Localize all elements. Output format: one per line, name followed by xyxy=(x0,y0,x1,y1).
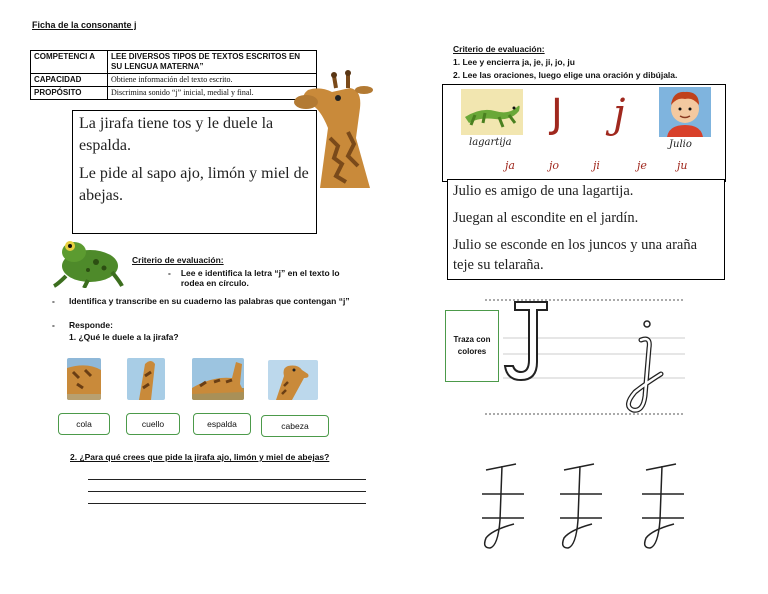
uppercase-j: J xyxy=(551,91,563,137)
bullet-respond-text: Responde: xyxy=(69,320,113,330)
syllable-jo[interactable]: jo xyxy=(549,159,560,172)
answer-line[interactable] xyxy=(88,491,366,492)
syllable-ji[interactable]: ji xyxy=(593,159,600,172)
info-key: CAPACIDAD xyxy=(31,74,108,87)
syllable-ja[interactable]: ja xyxy=(505,159,515,172)
bullet-dash: - xyxy=(52,320,55,330)
info-key: PROPÓSITO xyxy=(31,87,108,100)
bullet-respond xyxy=(52,320,113,330)
answer-option-espalda[interactable]: espalda xyxy=(193,413,251,435)
bullet-dash: - xyxy=(168,268,171,278)
answer-line[interactable] xyxy=(88,503,366,504)
trace-instruction xyxy=(445,310,499,382)
giraffe-head-photo xyxy=(268,360,318,400)
bullet-identify-text: Identifica y transcribe en su cuaderno las palabras que contengan “j” xyxy=(69,296,350,306)
right-criteria-heading: Criterio de evaluación: xyxy=(453,44,545,54)
question-2: 2. ¿Para qué crees que pide la jirafa ajo, limón y miel de abejas? xyxy=(70,452,330,462)
reading-sentence: Julio se esconde en los juncos y una araña teje su telaraña. xyxy=(453,237,698,273)
left-criteria-heading: Criterio de evaluación: xyxy=(132,255,224,265)
left-criteria-item xyxy=(168,268,352,288)
reading-text-julio xyxy=(447,179,725,280)
reading-sentence: Julio es amigo de una lagartija. xyxy=(453,183,634,199)
bullet-identify xyxy=(52,296,362,306)
boy-label: Julio xyxy=(669,139,692,150)
reading-sentence: Le pide al sapo ajo, limón y miel de abejas. xyxy=(79,165,309,204)
info-value: Discrimina sonido “j” inicial, medial y final. xyxy=(108,87,317,100)
boy-julio-image xyxy=(659,87,711,137)
info-value: Obtiene información del texto escrito. xyxy=(108,74,317,87)
syllable-je[interactable]: je xyxy=(637,159,647,172)
reading-text-giraffe xyxy=(72,110,317,234)
giraffe-neck-image xyxy=(127,358,165,400)
answer-option-cuello[interactable]: cuello xyxy=(126,413,180,435)
giraffe-back-image xyxy=(192,358,244,400)
answer-line[interactable] xyxy=(88,479,366,480)
giraffe-tail-image xyxy=(67,358,101,400)
answer-option-cola[interactable]: cola xyxy=(58,413,110,435)
info-value: LEE DIVERSOS TIPOS DE TEXTOS ESCRITOS EN SU LENGUA MATERNA” xyxy=(108,51,317,74)
left-criteria xyxy=(132,255,352,288)
right-criteria xyxy=(453,43,677,82)
tracing-guide[interactable] xyxy=(485,296,685,422)
info-table xyxy=(30,50,317,100)
reading-sentence: La jirafa tiene tos y le duele la espalda. xyxy=(79,115,274,154)
table-row xyxy=(31,74,317,87)
lizard-label: lagartija xyxy=(469,137,512,148)
syllable-ju[interactable]: ju xyxy=(677,159,688,172)
right-criteria-item: 2. Lee las oraciones, luego elige una oración y dibújala. xyxy=(453,70,678,80)
bullet-dash: - xyxy=(52,296,55,306)
worksheet-title: Ficha de la consonante j xyxy=(32,20,137,30)
cursive-j-practice[interactable] xyxy=(468,460,698,560)
lowercase-j: j xyxy=(613,91,626,137)
question-1: 1. ¿Qué le duele a la jirafa? xyxy=(69,332,179,342)
frog-image xyxy=(52,232,124,288)
reading-sentence: Juegan al escondite en el jardín. xyxy=(453,210,639,226)
picture-card xyxy=(442,84,726,182)
table-row xyxy=(31,51,317,74)
answer-option-cabeza[interactable]: cabeza xyxy=(261,415,329,437)
lizard-image xyxy=(461,89,523,135)
info-key: COMPETENCI A xyxy=(31,51,108,74)
table-row xyxy=(31,87,317,100)
right-criteria-item: 1. Lee y encierra ja, je, ji, jo, ju xyxy=(453,57,575,67)
trace-label: Traza con colores xyxy=(453,335,491,356)
left-criteria-item-text: Lee e identifica la letra “j” en el texto lo rodea en círculo. xyxy=(180,268,340,288)
